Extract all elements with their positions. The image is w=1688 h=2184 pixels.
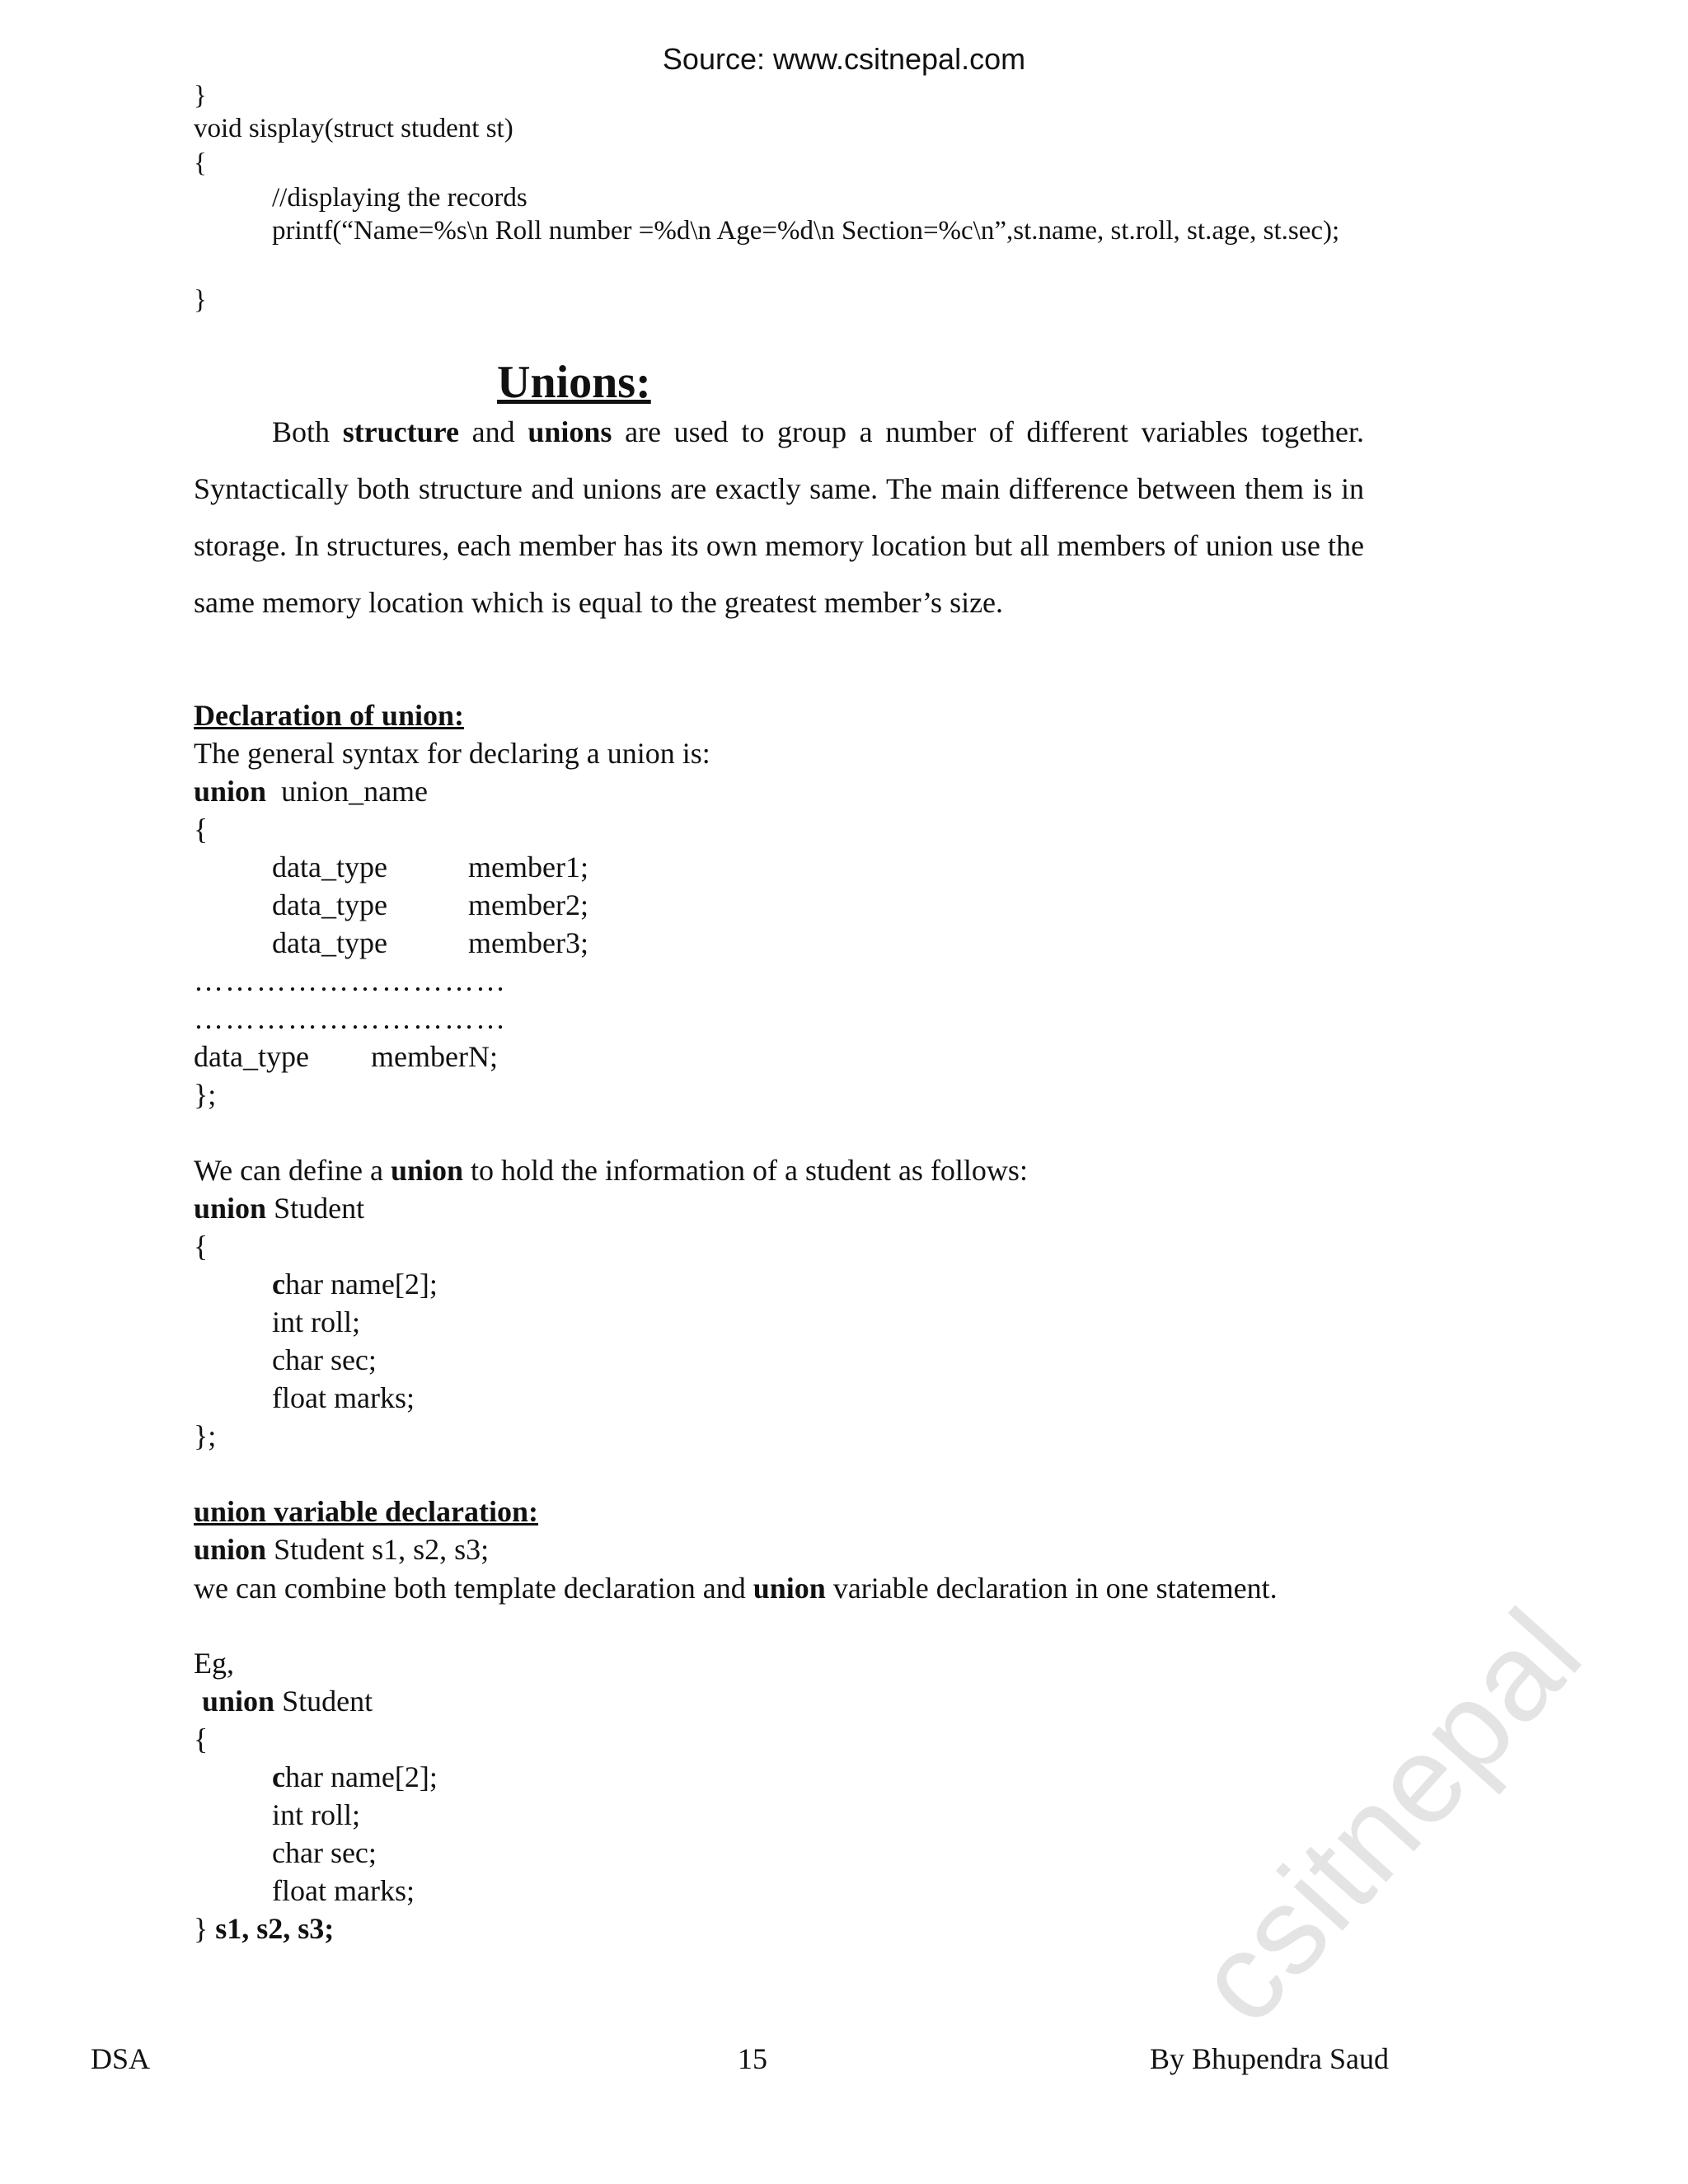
close-brace: }; — [194, 1078, 217, 1111]
keyword-union: union — [194, 775, 267, 808]
combine-paragraph — [194, 1569, 1364, 1607]
text-span: c — [272, 1760, 285, 1793]
text-span: we can combine both template declaration and — [194, 1572, 746, 1605]
footer-left: DSA — [91, 2042, 151, 2075]
keyword-union: union — [194, 1192, 267, 1225]
member-type: data_type — [272, 851, 387, 883]
text-span: Student — [274, 1192, 365, 1225]
open-brace: { — [194, 813, 209, 846]
declaration-intro: The general syntax for declaring a union is: — [194, 737, 710, 770]
text-span: har name[2]; — [284, 1268, 438, 1301]
source-header: Source: www.csitnepal.com — [662, 42, 1026, 76]
eg-label: Eg, — [194, 1647, 234, 1680]
member-line: float marks; — [272, 1874, 415, 1907]
member-line: int roll; — [272, 1305, 360, 1338]
member-line: int roll; — [272, 1798, 360, 1831]
member-type: data_type — [194, 1040, 309, 1073]
text-span: Both — [272, 415, 331, 448]
ellipsis-line: ………………………… — [194, 1002, 507, 1035]
text-span: variable declaration in one statement. — [832, 1572, 1278, 1605]
member-type: data_type — [272, 888, 387, 921]
text-span: Student s1, s2, s3; — [274, 1533, 490, 1566]
code-line: void sisplay(struct student st) — [194, 114, 513, 143]
member-name: member2; — [468, 888, 588, 921]
member-line — [272, 1266, 438, 1302]
variable-decl-line — [194, 1531, 489, 1568]
text-span: Student — [282, 1685, 373, 1718]
text-span: s1, s2, s3; — [215, 1912, 335, 1945]
syntax-union-line — [194, 773, 428, 809]
text-span: c — [272, 1268, 285, 1301]
text-span: } — [194, 1912, 209, 1945]
keyword-union: union — [390, 1154, 464, 1187]
open-brace: { — [194, 1230, 209, 1263]
unions-paragraph — [194, 404, 1364, 631]
printf-statement: printf(“Name=%s\n Roll number =%d\n Age=%d\n Section=%c\n”,st.name, st.roll, st.age, st.sec); — [272, 216, 1340, 246]
union-student-line — [202, 1683, 373, 1719]
union-student-line — [194, 1190, 364, 1226]
watermark: csitnepal — [1168, 1582, 1608, 2049]
variable-heading: union variable declaration: — [194, 1495, 539, 1528]
keyword-structure: structure — [342, 415, 459, 448]
member-name: member1; — [468, 851, 588, 883]
example-intro — [194, 1152, 1028, 1188]
keyword-union: union — [202, 1685, 275, 1718]
text-span: We can define a — [194, 1154, 383, 1187]
member-name: member3; — [468, 926, 588, 959]
code-line: { — [194, 148, 207, 178]
member-name: memberN; — [371, 1040, 498, 1073]
footer-author: By Bhupendra Saud — [1150, 2042, 1389, 2075]
text-span: are used to group a number of different variables together. Syntactically both structure and unions are exactly same. The main difference between them is in storage. In structures, each member has its own memory location but all members of union use the same memory location which is equal to the greatest member’s size. — [194, 415, 1365, 619]
text-span: har name[2]; — [284, 1760, 438, 1793]
member-line — [272, 1759, 438, 1795]
close-vars-line — [194, 1910, 334, 1947]
ellipsis-line: ………………………… — [194, 964, 507, 997]
code-comment: //displaying the records — [272, 183, 528, 213]
page-number: 15 — [738, 2042, 767, 2075]
code-line: } — [194, 285, 207, 315]
member-line: char sec; — [272, 1343, 377, 1376]
text-span: to hold the information of a student as follows: — [471, 1154, 1028, 1187]
text-span: union_name — [281, 775, 429, 808]
declaration-heading: Declaration of union: — [194, 699, 464, 732]
text-span: and — [471, 415, 515, 448]
close-brace: }; — [194, 1419, 217, 1452]
member-type: data_type — [272, 926, 387, 959]
keyword-unions: unions — [528, 415, 612, 448]
section-title: Unions: — [497, 357, 651, 408]
keyword-union: union — [753, 1572, 826, 1605]
member-line: char sec; — [272, 1836, 377, 1869]
open-brace: { — [194, 1722, 209, 1755]
member-line: float marks; — [272, 1381, 415, 1414]
code-line: } — [194, 81, 207, 110]
keyword-union: union — [194, 1533, 267, 1566]
